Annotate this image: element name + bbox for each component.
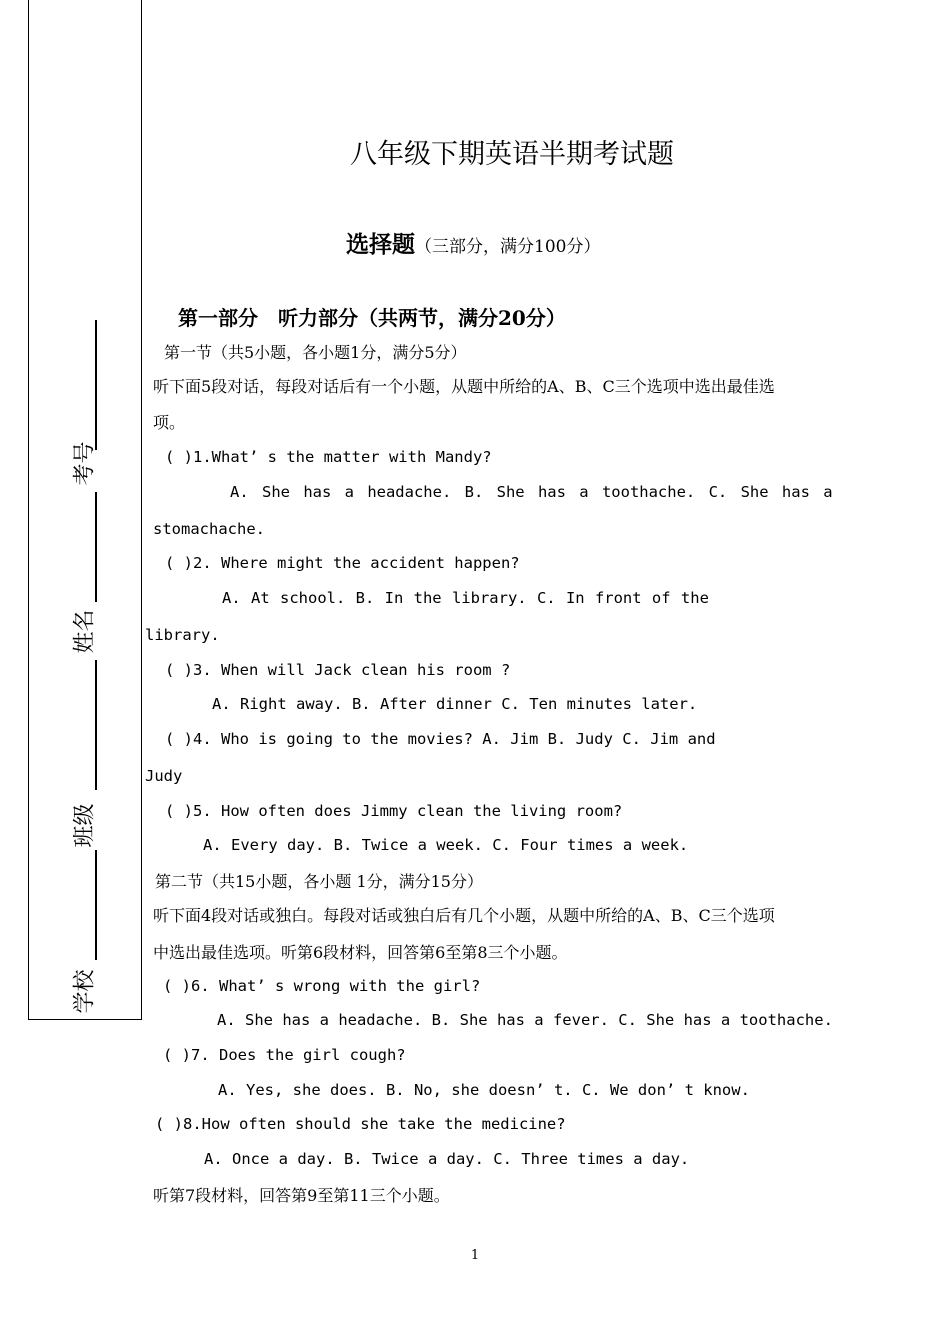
- question-8-options: A. Once a day. B. Twice a day. C. Three times a day.: [204, 1150, 690, 1168]
- section2-next-instruction: 听第7段材料，回答第9至第11三个小题。: [153, 1186, 450, 1205]
- section2-heading: 第二节（共15小题，各小题 1分，满分15分）: [155, 872, 483, 891]
- section2-instructions-line1: 听下面4段对话或独白。每段对话或独白后有几个小题，从题中所给的A、B、C三个选项: [153, 906, 775, 925]
- question-1-options: A. She has a headache. B. She has a toothache. C. She has a: [230, 483, 833, 501]
- question-7-options: A. Yes, she does. B. No, she doesn’ t. C. We don’ t know.: [218, 1081, 750, 1099]
- question-6: ( )6. What’ s wrong with the girl?: [163, 977, 481, 995]
- section1-instructions-line2: 项。: [153, 413, 186, 432]
- question-4-options-cont: Judy: [145, 767, 183, 785]
- field-line-kaohao: [95, 320, 97, 450]
- question-3: ( )3. When will Jack clean his room ?: [165, 661, 511, 679]
- question-2: ( )2. Where might the accident happen?: [165, 554, 520, 572]
- question-2-options-cont: library.: [145, 626, 220, 644]
- page-title: 八年级下期英语半期考试题: [350, 139, 674, 170]
- question-7: ( )7. Does the girl cough?: [163, 1046, 406, 1064]
- section-heading: [346, 226, 600, 259]
- page-number: 1: [470, 1248, 480, 1263]
- field-line-xuexiao: [95, 850, 97, 960]
- field-line-xingming: [95, 492, 97, 602]
- question-8: ( )8.How often should she take the medicine?: [155, 1115, 566, 1133]
- label-school: 学校: [72, 969, 98, 1014]
- question-6-options: A. She has a headache. B. She has a fever. C. She has a toothache.: [217, 1011, 833, 1029]
- section2-instructions-line2: 中选出最佳选项。听第6段材料，回答第6至第8三个小题。: [153, 943, 568, 962]
- section-title: 选择题: [346, 231, 415, 258]
- question-1: ( )1.What’ s the matter with Mandy?: [165, 448, 492, 466]
- label-name: 姓名: [72, 609, 98, 654]
- section-note: （三部分，满分100分）: [415, 237, 601, 257]
- part-one-heading: 第一部分 听力部分（共两节，满分20分）: [178, 306, 566, 330]
- section1-heading: 第一节（共5小题，各小题1分，满分5分）: [164, 343, 467, 362]
- label-class: 班级: [72, 803, 98, 848]
- question-5: ( )5. How often does Jimmy clean the living room?: [165, 802, 623, 820]
- question-5-options: A. Every day. B. Twice a week. C. Four times a week.: [203, 836, 689, 854]
- section1-instructions-line1: 听下面5段对话，每段对话后有一个小题，从题中所给的A、B、C三个选项中选出最佳选: [153, 377, 775, 396]
- field-line-banji: [95, 660, 97, 790]
- question-4: ( )4. Who is going to the movies? A. Jim B. Judy C. Jim and: [165, 730, 716, 748]
- label-exam-number: 考号: [72, 441, 98, 486]
- question-3-options: A. Right away. B. After dinner C. Ten minutes later.: [212, 695, 698, 713]
- question-1-options-cont: stomachache.: [153, 520, 265, 538]
- question-2-options: A. At school. B. In the library. C. In front of the: [222, 589, 709, 607]
